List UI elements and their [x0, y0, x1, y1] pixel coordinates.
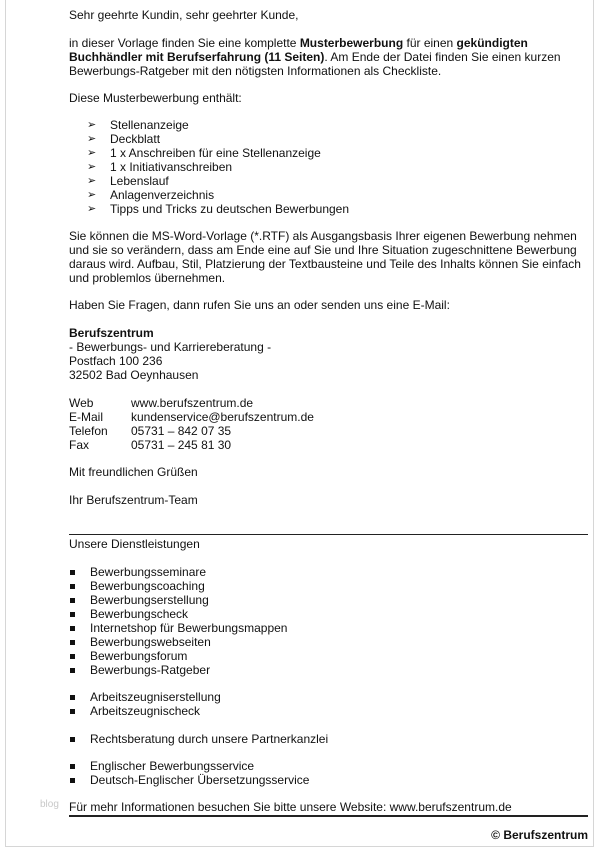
footer-info: Für mehr Informationen besuchen Sie bitte unsere Website: www.berufszentrum.de [69, 800, 512, 814]
square-bullet-icon [70, 764, 75, 769]
services-list-legal [69, 732, 328, 746]
list-item: ➢ Lebenslauf [87, 174, 169, 188]
services-list-english [69, 759, 309, 787]
contact-row-email: E-Mail kundenservice@berufszentrum.de [69, 410, 314, 424]
list-item: ➢ Anlagenverzeichnis [87, 188, 215, 202]
page-border-right [593, 0, 594, 847]
list-item: Bewerbungscoaching [69, 579, 287, 593]
square-bullet-icon [70, 584, 75, 589]
web-link[interactable]: www.berufszentrum.de [131, 396, 254, 410]
list-item: Arbeitszeugniserstellung [69, 690, 221, 704]
services-list-certificates [69, 690, 221, 718]
contact-row-web: Web www.berufszentrum.de [69, 396, 254, 410]
square-bullet-icon [70, 598, 75, 603]
page-border-bottom [5, 846, 594, 847]
footer-divider [69, 815, 588, 817]
services-list-main [69, 565, 287, 677]
watermark-text: blog [40, 799, 59, 810]
page-border-left [5, 0, 6, 847]
po-box: Postfach 100 236 [69, 354, 163, 368]
square-bullet-icon [70, 695, 75, 700]
square-bullet-icon [70, 737, 75, 742]
list-item: Englischer Bewerbungsservice [69, 759, 309, 773]
arrow-bullet-icon: ➢ [87, 119, 97, 131]
square-bullet-icon [70, 612, 75, 617]
list-item: ➢ 1 x Anschreiben für eine Stellenanzeige [87, 146, 321, 160]
square-bullet-icon [70, 654, 75, 659]
signature: Ihr Berufszentrum-Team [69, 493, 198, 507]
city: 32502 Bad Oeynhausen [69, 368, 199, 382]
contents-list [69, 118, 349, 216]
arrow-bullet-icon: ➢ [87, 175, 97, 187]
contact-row-phone: Telefon 05731 – 842 07 35 [69, 424, 232, 438]
greeting: Sehr geehrte Kundin, sehr geehrter Kunde, [69, 8, 299, 22]
arrow-bullet-icon: ➢ [87, 161, 97, 173]
square-bullet-icon [70, 640, 75, 645]
list-item: ➢ Tipps und Tricks zu deutschen Bewerbungen [87, 202, 350, 216]
list-item: Bewerbungs-Ratgeber [69, 663, 287, 677]
list-item: Bewerbungscheck [69, 607, 287, 621]
services-divider [69, 534, 588, 535]
arrow-bullet-icon: ➢ [87, 189, 97, 201]
square-bullet-icon [70, 570, 75, 575]
square-bullet-icon [70, 626, 75, 631]
intro-paragraph: in dieser Vorlage finden Sie eine komplette Musterbewerbung für einen gekündigten Buchhändler mit Berufserfahrung (11 Seiten). Am Ende der Datei finden Sie einen kurzen Bewerbungs-Ratgeber mit den nötigsten Informationen als Checkliste. [69, 36, 561, 78]
services-heading: Unsere Dienstleistungen [69, 537, 200, 551]
list-item: ➢ Stellenanzeige [87, 118, 189, 132]
list-item: Bewerbungsforum [69, 649, 287, 663]
list-item: Bewerbungsseminare [69, 565, 287, 579]
closing: Mit freundlichen Grüßen [69, 465, 198, 479]
contents-heading: Diese Musterbewerbung enthält: [69, 91, 242, 105]
questions-paragraph: Haben Sie Fragen, dann rufen Sie uns an oder senden uns eine E-Mail: [69, 298, 450, 312]
email-link[interactable]: kundenservice@berufszentrum.de [131, 410, 314, 424]
arrow-bullet-icon: ➢ [87, 133, 97, 145]
contact-table [69, 396, 369, 452]
list-item: Bewerbungswebseiten [69, 635, 287, 649]
copyright-notice: © Berufszentrum [491, 828, 588, 842]
square-bullet-icon [70, 778, 75, 783]
company-tagline: - Bewerbungs- und Karriereberatung - [69, 340, 272, 354]
list-item: Bewerbungserstellung [69, 593, 287, 607]
list-item: Internetshop für Bewerbungsmappen [69, 621, 287, 635]
arrow-bullet-icon: ➢ [87, 147, 97, 159]
square-bullet-icon [70, 709, 75, 714]
company-name: Berufszentrum [69, 326, 154, 340]
list-item: Deutsch-Englischer Übersetzungsservice [69, 773, 309, 787]
square-bullet-icon [70, 668, 75, 673]
address-block [69, 326, 271, 382]
contact-row-fax: Fax 05731 – 245 81 30 [69, 438, 232, 452]
list-item: ➢ Deckblatt [87, 132, 161, 146]
list-item: Arbeitszeugnischeck [69, 704, 221, 718]
list-item: Rechtsberatung durch unsere Partnerkanzlei [69, 732, 328, 746]
arrow-bullet-icon: ➢ [87, 203, 97, 215]
usage-paragraph: Sie können die MS-Word-Vorlage (*.RTF) als Ausgangsbasis Ihrer eigenen Bewerbung nehmen und sie so verändern, dass am Ende eine auf Sie und Ihre Situation zugeschnittene Bewerbung daraus wird. Aufbau, Stil, Platzierung der Textbausteine und Teile des Inhalts können Sie einfach und problemlos übernehmen. [69, 229, 581, 285]
list-item: ➢ 1 x Initiativanschreiben [87, 160, 233, 174]
